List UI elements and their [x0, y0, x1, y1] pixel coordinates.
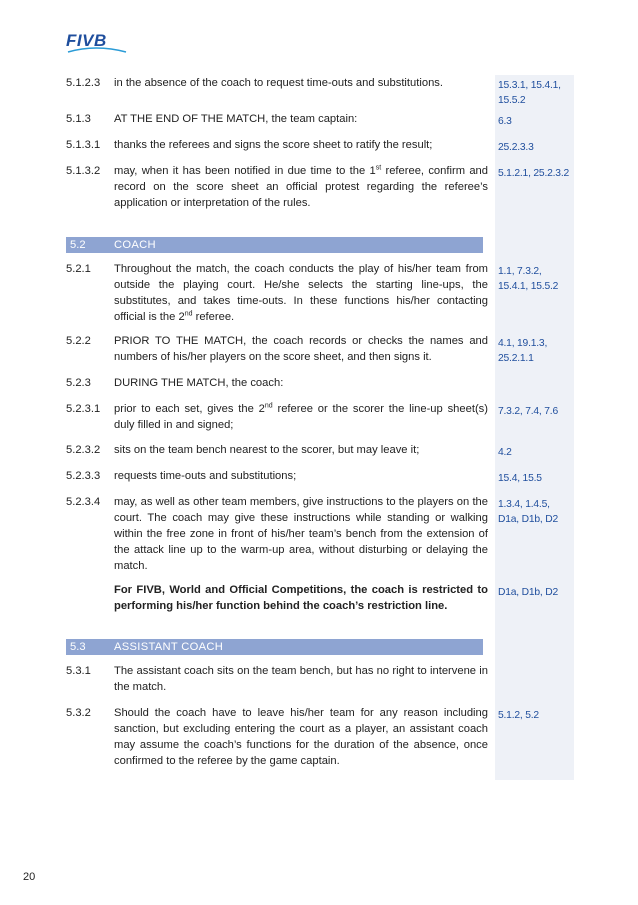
rule-reference: 4.2: [498, 447, 512, 458]
rule-reference: D1a, D1b, D2: [498, 587, 558, 598]
rule-text: may, when it has been notified in due time to the 1st referee, confirm and record on the score sheet an official protest regarding the referee’s application or interpretation of the rules.: [114, 164, 488, 209]
rule-reference: 25.2.3.3: [498, 142, 534, 153]
section-header-assistant-coach: [66, 639, 483, 655]
rule-text: Throughout the match, the coach conducts the play of his/her team from outside the playing court. He/she selects the starting line-ups, the substitutes, and takes time-outs. In these functions his/her contacting official is the 2nd referee.: [114, 263, 488, 323]
rule-text: requests time-outs and substitutions;: [114, 470, 297, 482]
rule-number: 5.3.2: [66, 707, 91, 719]
rule-reference: 1.3.4, 1.4.5, D1a, D1b, D2: [498, 499, 558, 525]
section-number: 5.2: [70, 239, 86, 251]
section-title: COACH: [114, 239, 156, 251]
rule-reference: 15.3.1, 15.4.1, 15.5.2: [498, 80, 561, 106]
rule-reference: 7.3.2, 7.4, 7.6: [498, 406, 558, 417]
rule-number: 5.2.3.2: [66, 444, 101, 456]
rule-reference: 5.1.2.1, 25.2.3.2: [498, 168, 570, 179]
rule-reference: 4.1, 19.1.3, 25.2.1.1: [498, 338, 548, 364]
rule-text: Should the coach have to leave his/her team for any reason including sanction, but excluding entering the court as a player, an assistant coach may assume the coach’s functions for the duration of the absence, once confirmed to the referee by the game captain.: [114, 707, 488, 767]
section-number: 5.3: [70, 641, 86, 653]
rule-text: sits on the team bench nearest to the scorer, but may leave it;: [114, 444, 420, 456]
rule-number: 5.1.3.2: [66, 165, 101, 177]
page-number: 20: [23, 871, 36, 883]
rule-reference: 15.4, 15.5: [498, 473, 542, 484]
rule-number: 5.2.3.4: [66, 496, 101, 508]
rule-number: 5.2.3: [66, 377, 91, 389]
rule-number: 5.1.2.3: [66, 77, 101, 89]
rule-number: 5.1.3.1: [66, 139, 101, 151]
rule-reference: 6.3: [498, 116, 512, 127]
rule-text: thanks the referees and signs the score sheet to ratify the result;: [114, 139, 433, 151]
rule-number: 5.2.1: [66, 263, 91, 275]
rule-text: AT THE END OF THE MATCH, the team captain:: [114, 113, 358, 125]
rule-reference: 5.1.2, 5.2: [498, 710, 539, 721]
rule-number: 5.2.2: [66, 335, 91, 347]
logo-text: FIVB: [66, 31, 107, 50]
fivb-logo: [66, 30, 128, 58]
rule-text: The assistant coach sits on the team bench, but has no right to intervene in the match.: [114, 665, 488, 693]
section-header-coach: [66, 237, 483, 253]
fivb-note-text: For FIVB, World and Official Competitions, the coach is restricted to performing his/her function behind the coach’s restriction line.: [114, 584, 488, 612]
rule-text: PRIOR TO THE MATCH, the coach records or checks the names and numbers of his/her players on the score sheet, and then signs it.: [114, 335, 488, 363]
rule-number: 5.2.3.1: [66, 403, 101, 415]
rule-number: 5.2.3.3: [66, 470, 101, 482]
rule-number: 5.3.1: [66, 665, 91, 677]
rule-number: 5.1.3: [66, 113, 91, 125]
rule-text: may, as well as other team members, give instructions to the players on the court. The coach may give these instructions while standing or walking within the free zone in front of his/her team’s bench from the extension of the attack line up to the warm-up area, without disturbing or delaying the match.: [114, 496, 488, 572]
rule-reference: 1.1, 7.3.2, 15.4.1, 15.5.2: [498, 266, 559, 292]
rule-text: in the absence of the coach to request time-outs and substitutions.: [114, 77, 443, 89]
section-title: ASSISTANT COACH: [114, 641, 224, 653]
rule-text: DURING THE MATCH, the coach:: [114, 377, 284, 389]
rule-text: prior to each set, gives the 2nd referee or the scorer the line-up sheet(s) duly filled in and signed;: [114, 402, 488, 431]
